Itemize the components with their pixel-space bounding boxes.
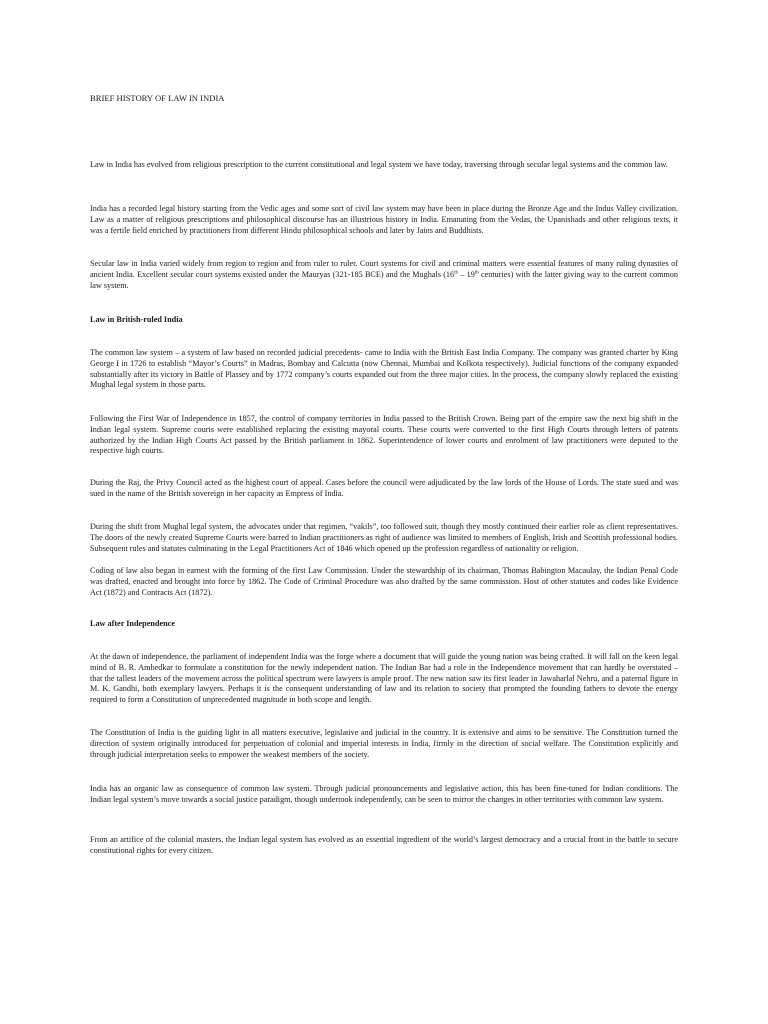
paragraph-secular-law-text-3: centuries) with the latter giving way to the current common law system. <box>90 269 678 290</box>
paragraph-privy-council: During the Raj, the Privy Council acted as the highest court of appeal. Cases before the council were adjudicated by the law lords of the House of Lords. The state sued and was sued in the name of the British sovereign in her capacity as Empress of India. <box>90 478 678 498</box>
paragraph-first-war-independence: Following the First War of Independence in 1857, the control of company territories in India passed to the British Crown. Being part of the empire saw the next big shift in the Indian legal system. Supreme courts were established replacing the existing mayoral courts. These courts were converted to the first High Courts through letters of patents authorized by the Indian High Courts Act passed by the British parliament in 1862. Superintendence of lower courts and enrolment of law practitioners were deputed to the respective high courts. <box>90 414 678 456</box>
paragraph-organic-law: India has an organic law as consequence of common law system. Through judicial pronouncements and legislative action, this has been fine-tuned for Indian conditions. The Indian legal system’s move towards a social justice paradigm, though undertook independently, can be seen to mirror the changes in other territories with common law system. <box>90 784 678 804</box>
paragraph-secular-law-text-2: – 19 <box>458 269 475 279</box>
paragraph-conclusion: From an artifice of the colonial masters, the Indian legal system has evolved as an essential ingredient of the world’s largest democracy and a crucial front in the battle to secure constitutional rights for every citizen. <box>90 835 678 855</box>
paragraph-dawn-of-independence: At the dawn of independence, the parliament of independent India was the forge where a document that will guide the young nation was being crafted. It will fall on the keen legal mind of B. R. Ambedkar to formulate a constitution for the newly independent nation. The Indian Bar had a role in the Independence movement that can hardly be overstated – that the tallest leaders of the movement across the political spectrum were lawyers is ample proof. The new nation saw its first leader in Jawaharlal Nehru, and a paternal figure in M. K. Gandhi, both exemplary lawyers. Perhaps it is the consequent understanding of law and its relation to society that prompted the founding fathers to devote the energy required to form a Constitution of unprecedented magnitude in both scope and length. <box>90 652 678 705</box>
document-title: BRIEF HISTORY OF LAW IN INDIA <box>90 93 225 103</box>
paragraph-common-law: The common law system – a system of law based on recorded judicial precedents- came to India with the British East India Company. The company was granted charter by King George I in 1726 to establish “Mayor’s Courts” in Madras, Bombay and Calcutta (now Chennai, Mumbai and Kolkota respectively). Judicial functions of the company expanded substantially after its victory in Battle of Plassey and by 1772 company’s courts expanded out from the three major cities. In the process, the company slowly replaced the existing Mughal legal system in those parts. <box>90 348 678 390</box>
paragraph-coding-of-law: Coding of law also began in earnest with the forming of the first Law Commission. Under the stewardship of its chairman, Thomas Babington Macaulay, the Indian Penal Code was drafted, enacted and brought into force by 1862. The Code of Criminal Procedure was also drafted by the same commission. Host of other statutes and codes like Evidence Act (1872) and Contracts Act (1872). <box>90 566 678 597</box>
paragraph-vakils: During the shift from Mughal legal system, the advocates under that regimen, “vakils”, too followed suit, though they mostly continued their earlier role as client representatives. The doors of the newly created Supreme Courts were barred to Indian practitioners as right of audience was limited to members of English, Irish and Scottish professional bodies. Subsequent rules and statutes culminating in the Legal Practitioners Act of 1846 which opened up the profession regardless of nationality or religion. <box>90 522 678 553</box>
superscript-th-1: th <box>454 270 459 276</box>
paragraph-intro: Law in India has evolved from religious prescription to the current constitutional and legal system we have today, traversing through secular legal systems and the common law. <box>90 160 668 169</box>
paragraph-vedic-history: India has a recorded legal history starting from the Vedic ages and some sort of civil law system may have been in place during the Bronze Age and the Indus Valley civilization. Law as a matter of religious prescriptions and philosophical discourse has an illustrious history in India. Emanating from the Vedas, the Upanishads and other religious texts, it was a fertile field enriched by practitioners from different Hindu philosophical schools and later by Jains and Buddhists. <box>90 204 678 235</box>
superscript-th-2: th <box>474 270 479 276</box>
paragraph-secular-law <box>90 259 678 291</box>
paragraph-constitution: The Constitution of India is the guiding light in all matters executive, legislative and judicial in the country. It is extensive and aims to be sensitive. The Constitution turned the direction of system originally introduced for perpetuation of colonial and imperial interests in India, firmly in the direction of social welfare. The Constitution explicitly and through judicial interpretation seeks to empower the weakest members of the society. <box>90 728 678 759</box>
heading-law-after-independence: Law after Independence <box>90 619 175 628</box>
paragraph-secular-law-text-1: Secular law in India varied widely from region to region and from ruler to ruler. Court systems for civil and criminal matters were essential features of many ruling dynasties of ancient India. Excellent secular court systems existed under the Mauryas (321-185 BCE) and the Mughals (16 <box>90 259 678 279</box>
heading-british-ruled-india: Law in British-ruled India <box>90 315 183 324</box>
